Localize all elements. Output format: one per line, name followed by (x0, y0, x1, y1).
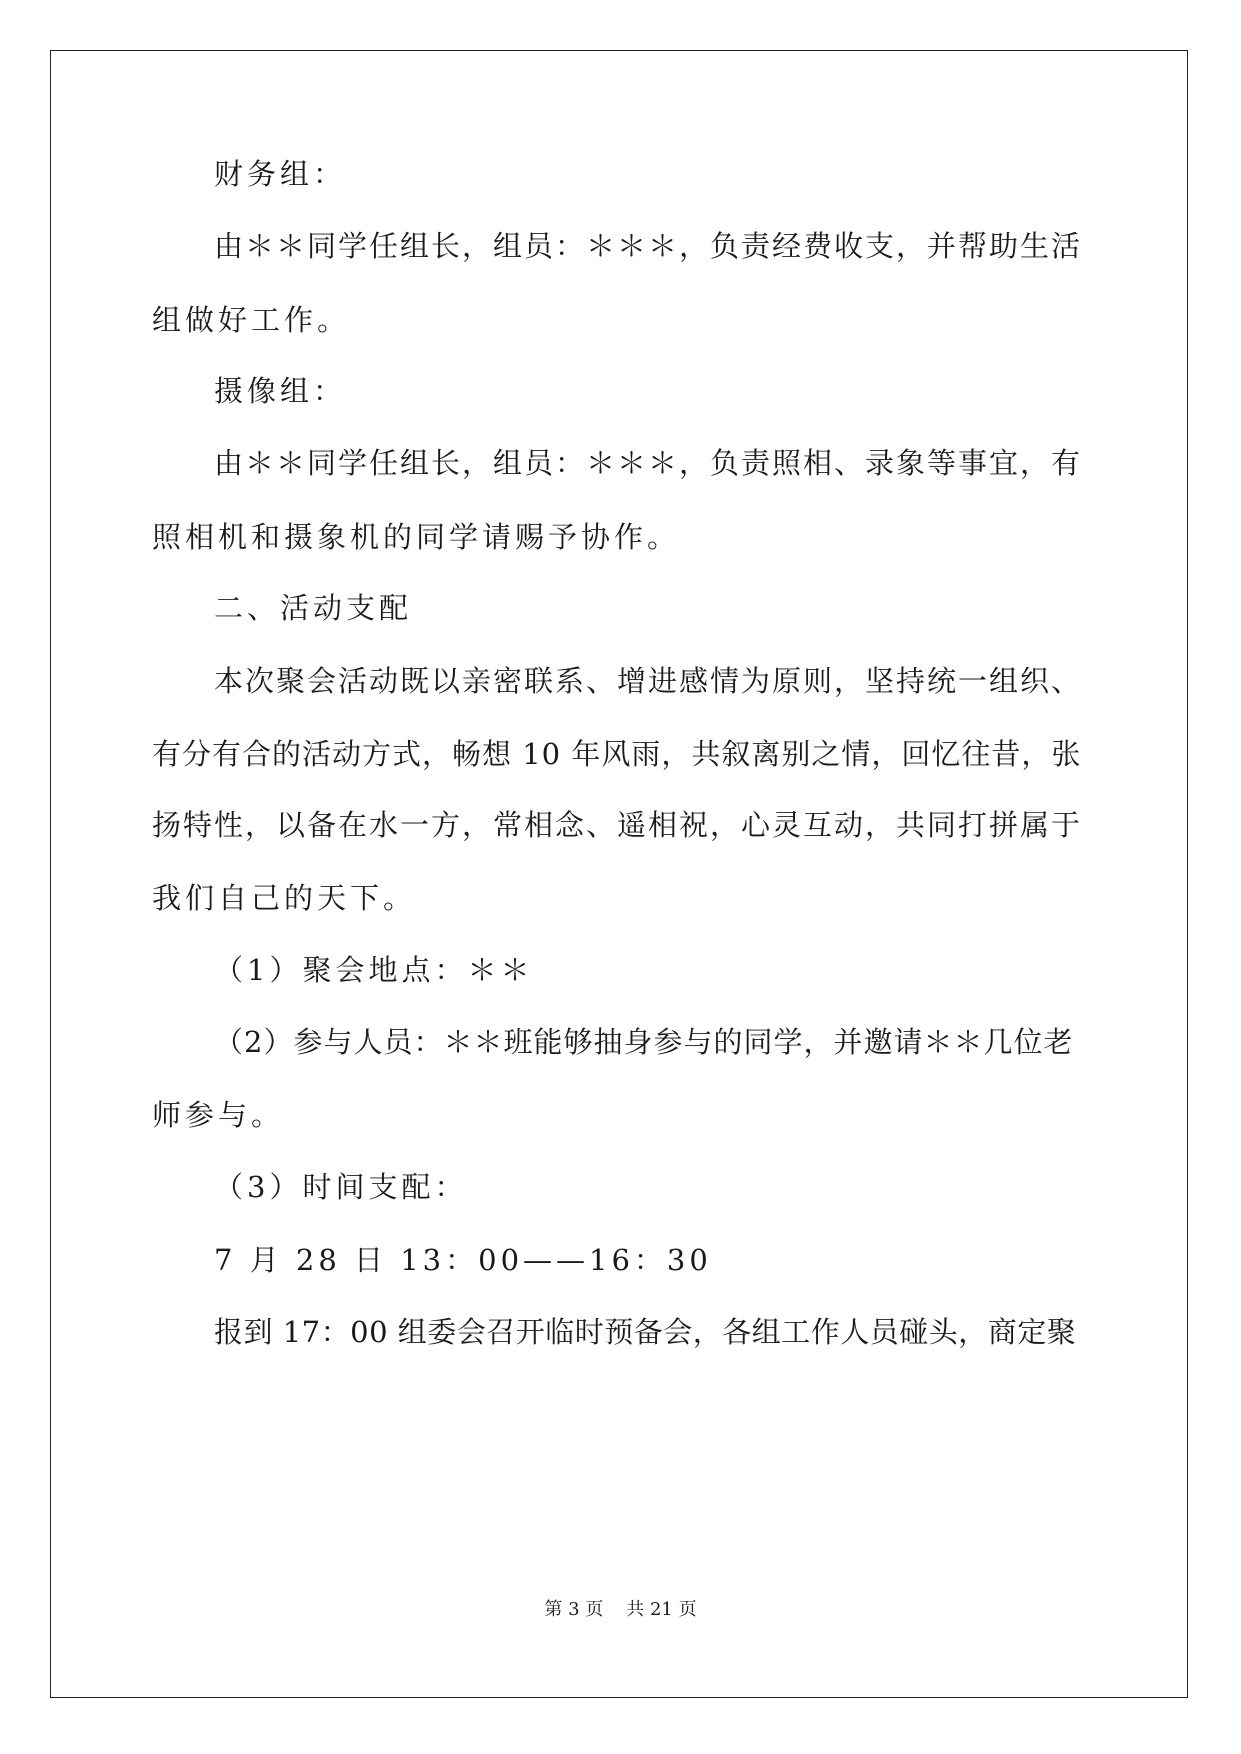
text-line: 由＊＊同学任组长，组员：＊＊＊，负责经费收支，并帮助生活 (214, 229, 1083, 263)
text-line: （1）聚会地点：＊＊ (214, 953, 534, 987)
text-line: 师参与。 (152, 1098, 285, 1132)
page-number: 第 3 页 (544, 1599, 604, 1620)
text-line: 财务组： (214, 157, 347, 191)
text-line: （2）参与人员：＊＊班能够抽身参与的同学，并邀请＊＊几位老 (214, 1025, 1074, 1059)
page-border (50, 50, 1188, 1698)
page-footer (0, 1595, 1241, 1621)
page-total: 共 21 页 (626, 1599, 697, 1620)
text-line: （3）时间支配： (214, 1170, 468, 1204)
text-line: 照相机和摄象机的同学请赐予协作。 (152, 520, 681, 554)
text-line: 扬特性，以备在水一方，常相念、遥相祝，心灵互动，共同打拼属于 (152, 808, 1083, 842)
text-line: 有分有合的活动方式，畅想 10 年风雨，共叙离别之情，回忆往昔，张 (152, 737, 1082, 771)
text-line: 报到 17：00 组委会召开临时预备会，各组工作人员碰头，商定聚 (214, 1315, 1077, 1349)
section-heading: 二、活动支配 (214, 591, 413, 625)
text-line: 由＊＊同学任组长，组员：＊＊＊，负责照相、录象等事宜，有 (214, 446, 1083, 480)
text-line: 7 月 28 日 13：00——16：30 (214, 1243, 712, 1277)
text-line: 摄像组： (214, 374, 347, 408)
text-line: 本次聚会活动既以亲密联系、增进感情为原则，坚持统一组织、 (214, 664, 1083, 698)
text-line: 我们自己的天下。 (152, 881, 417, 915)
text-line: 组做好工作。 (152, 303, 351, 337)
